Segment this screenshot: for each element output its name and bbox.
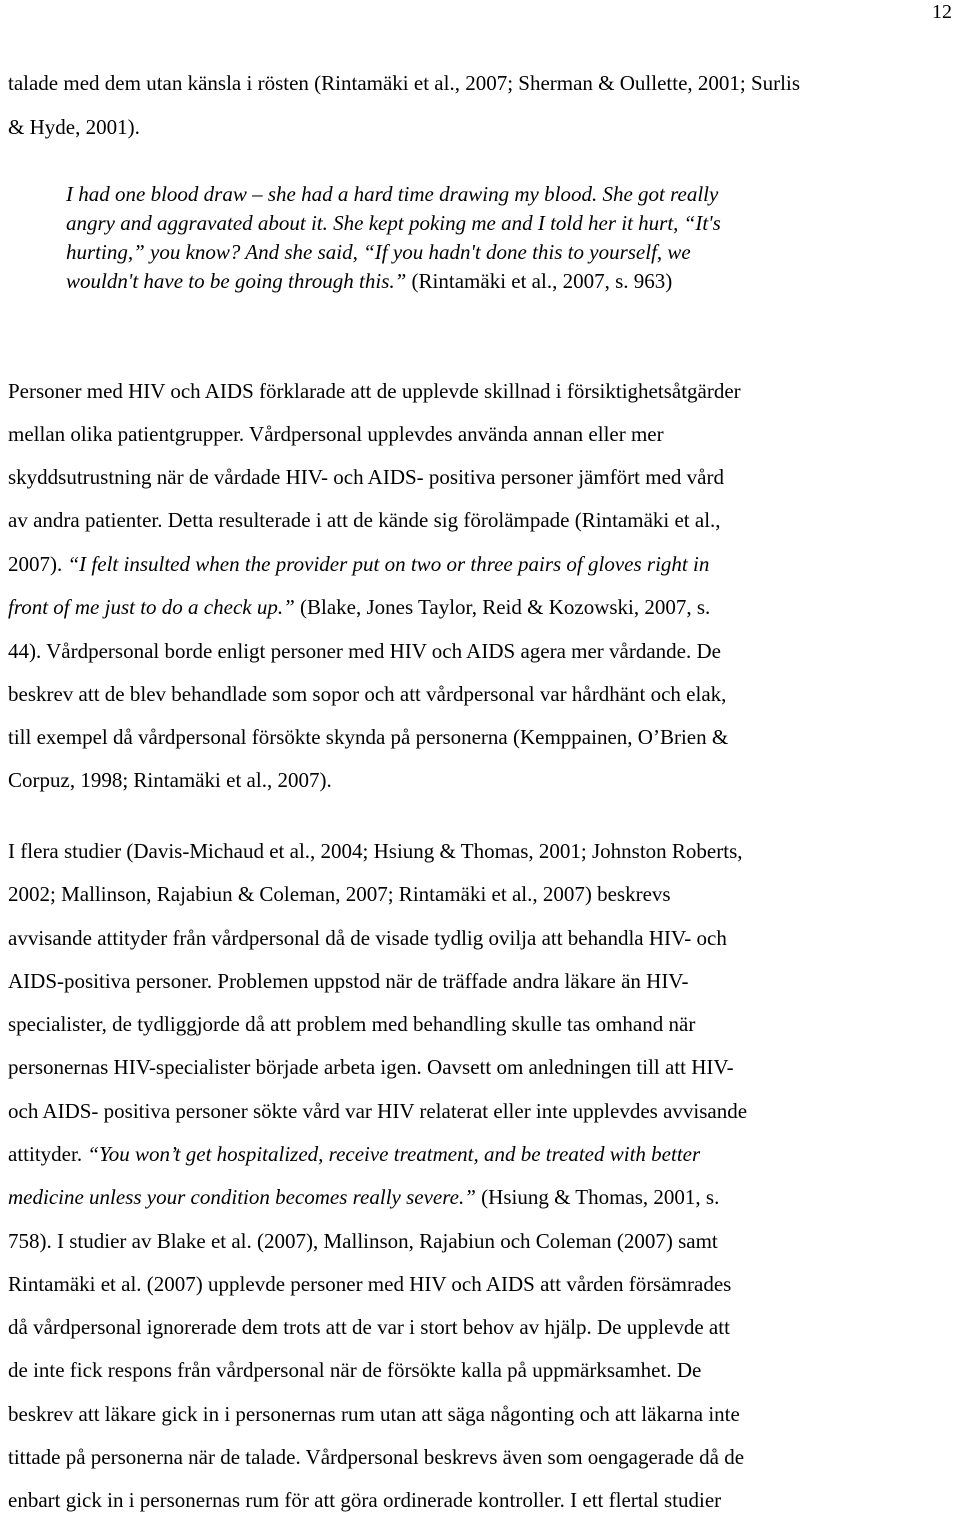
text-line: mellan olika patientgrupper. Vårdpersonal upplevdes använda annan eller mer <box>8 422 664 446</box>
quote-line: angry and aggravated about it. She kept poking me and I told her it hurt, “It's <box>66 211 721 235</box>
text-line: 758). I studier av Blake et al. (2007), Mallinson, Rajabiun och Coleman (2007) samt <box>8 1229 718 1253</box>
text-line: skyddsutrustning när de vårdade HIV- och AIDS- positiva personer jämfört med vård <box>8 465 724 489</box>
inline-quote: front of me just to do a check up.” <box>8 595 295 619</box>
text-line: av andra patienter. Detta resulterade i att de kände sig förolämpade (Rintamäki et al., <box>8 508 721 532</box>
text-line: Personer med HIV och AIDS förklarade att de upplevde skillnad i försiktighetsåtgärder <box>8 379 741 403</box>
inline-quote: “You won’t get hospitalized, receive treatment, and be treated with better <box>87 1142 701 1166</box>
quote-line: hurting,” you know? And she said, “If you hadn't done this to yourself, we <box>66 240 691 264</box>
text-line: beskrev att de blev behandlade som sopor och att vårdpersonal var hårdhänt och elak, <box>8 682 727 706</box>
text-line <box>8 1184 719 1210</box>
text-line: de inte fick respons från vårdpersonal när de försökte kalla på uppmärksamhet. De <box>8 1358 702 1382</box>
page-number: 12 <box>932 1 952 23</box>
text-line: tittade på personerna när de talade. Vårdpersonal beskrevs även som oengagerade då de <box>8 1445 745 1469</box>
quote-citation: (Rintamäki et al., 2007, s. 963) <box>406 269 673 293</box>
text-line: specialister, de tydliggjorde då att problem med behandling skulle tas omhand när <box>8 1012 696 1036</box>
text-line: Corpuz, 1998; Rintamäki et al., 2007). <box>8 768 332 792</box>
text-line: talade med dem utan känsla i rösten (Rintamäki et al., 2007; Sherman & Oullette, 2001; Surlis <box>8 71 801 95</box>
text-line: 44). Vårdpersonal borde enligt personer med HIV och AIDS agera mer vårdande. De <box>8 639 721 663</box>
text-line: 2002; Mallinson, Rajabiun & Coleman, 2007; Rintamäki et al., 2007) beskrevs <box>8 882 671 906</box>
text-line <box>8 594 710 620</box>
text-line: till exempel då vårdpersonal försökte skynda på personerna (Kemppainen, O’Brien & <box>8 725 729 749</box>
text-line: avvisande attityder från vårdpersonal då de visade tydlig ovilja att behandla HIV- och <box>8 926 727 950</box>
text-line: Rintamäki et al. (2007) upplevde personer med HIV och AIDS att vården försämrades <box>8 1272 732 1296</box>
text-line: beskrev att läkare gick in i personernas rum utan att säga någonting och att läkarna inte <box>8 1402 740 1426</box>
inline-quote: medicine unless your condition becomes really severe.” <box>8 1185 476 1209</box>
text-span: (Blake, Jones Taylor, Reid & Kozowski, 2007, s. <box>294 595 711 619</box>
text-line: I flera studier (Davis-Michaud et al., 2004; Hsiung & Thomas, 2001; Johnston Roberts, <box>8 839 743 863</box>
text-line: & Hyde, 2001). <box>8 115 140 139</box>
text-line: och AIDS- positiva personer sökte vård var HIV relaterat eller inte upplevdes avvisande <box>8 1099 748 1123</box>
text-line <box>8 551 709 577</box>
quote-text: wouldn't have to be going through this.” <box>66 269 407 293</box>
text-line: personernas HIV-specialister började arbeta igen. Oavsett om anledningen till att HIV- <box>8 1055 734 1079</box>
text-line: enbart gick in i personernas rum för att göra ordinerade kontroller. I ett flertal studier <box>8 1488 722 1512</box>
text-line: AIDS-positiva personer. Problemen uppstod när de träffade andra läkare än HIV- <box>8 969 689 993</box>
quote-line: I had one blood draw – she had a hard time drawing my blood. She got really <box>66 182 719 206</box>
text-span: (Hsiung & Thomas, 2001, s. <box>475 1185 720 1209</box>
inline-quote: “I felt insulted when the provider put on two or three pairs of gloves right in <box>67 552 710 576</box>
text-span: 2007). <box>8 552 68 576</box>
quote-line <box>66 268 672 294</box>
text-line: då vårdpersonal ignorerade dem trots att de var i stort behov av hjälp. De upplevde att <box>8 1315 730 1339</box>
text-span: attityder. <box>8 1142 88 1166</box>
text-line <box>8 1141 700 1167</box>
